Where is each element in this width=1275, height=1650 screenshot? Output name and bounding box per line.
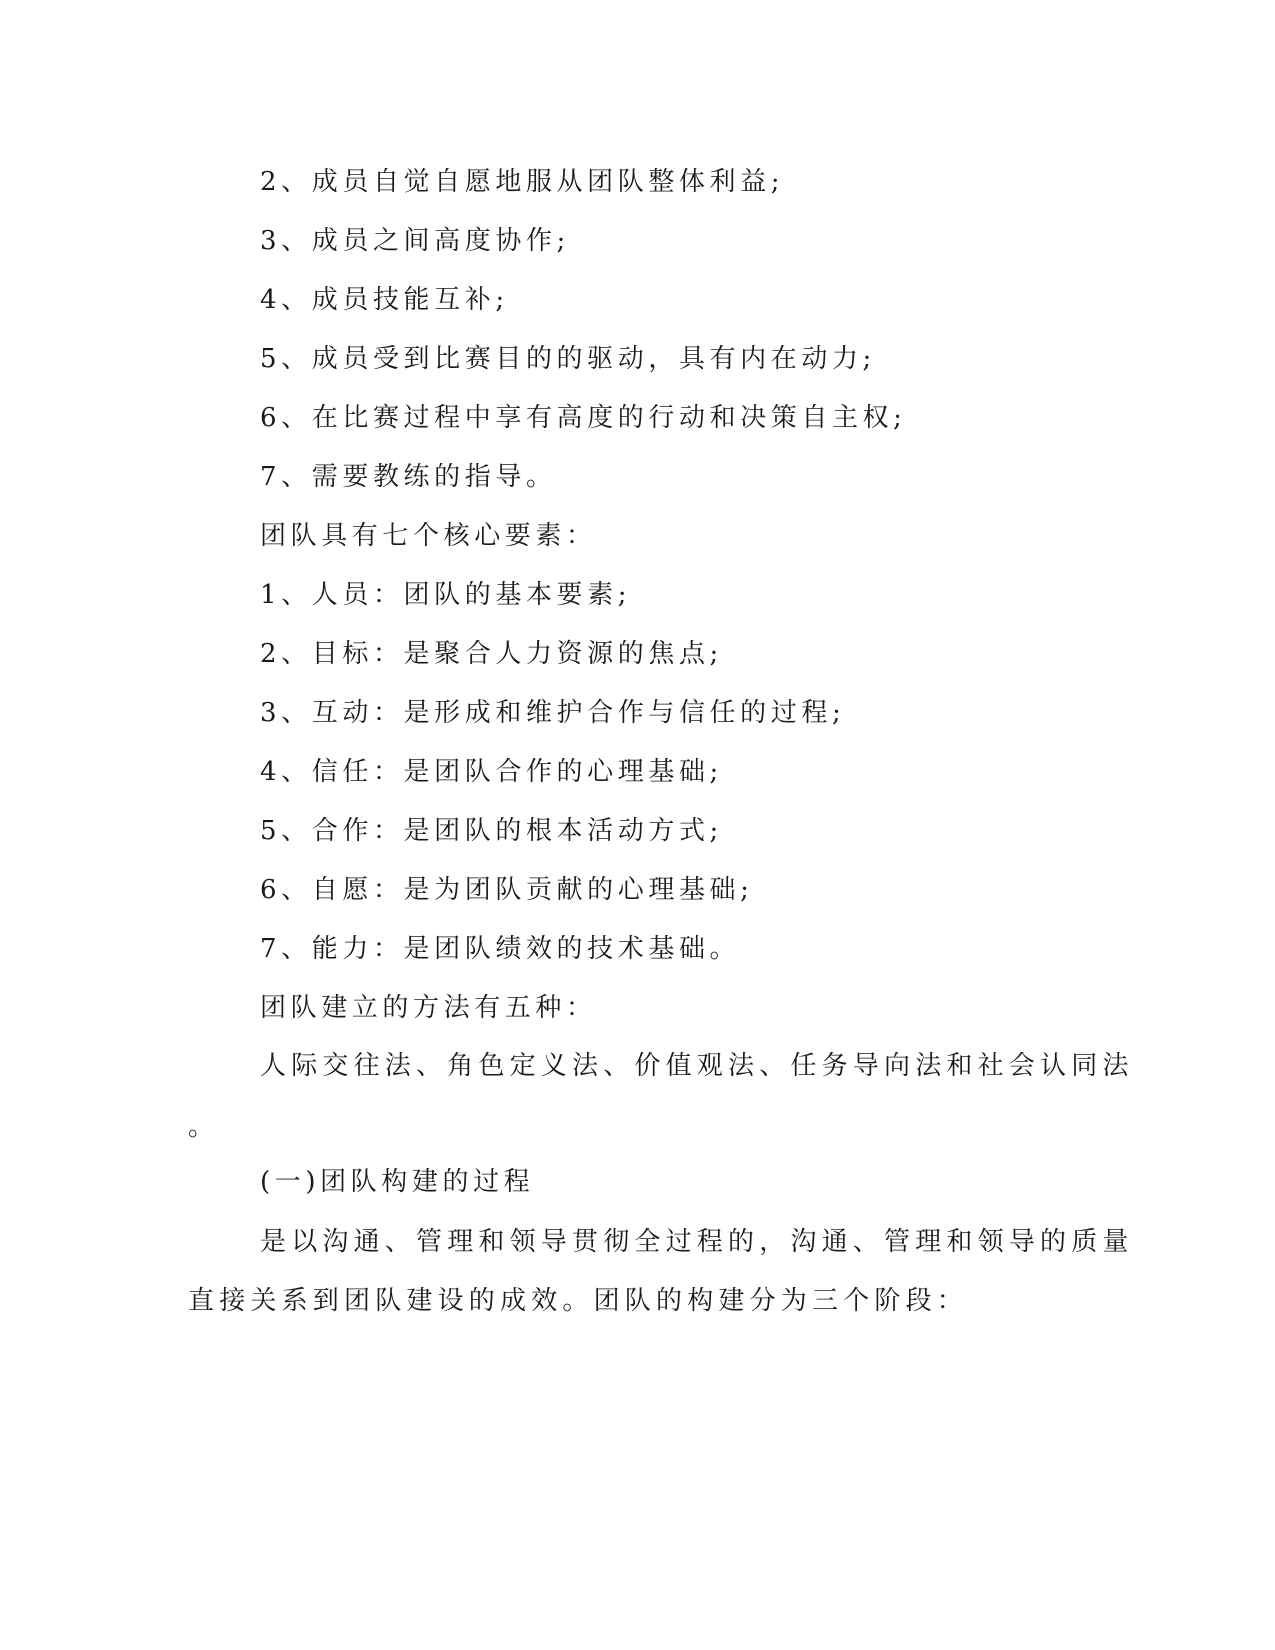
list-item: 3、成员之间高度协作; xyxy=(260,226,570,256)
list-item: 2、成员自觉自愿地服从团队整体利益; xyxy=(260,167,785,197)
list-item: 4、信任：是团队合作的心理基础; xyxy=(260,757,723,787)
list-item: 5、成员受到比赛目的的驱动，具有内在动力; xyxy=(260,344,876,374)
list-item: 6、在比赛过程中享有高度的行动和决策自主权; xyxy=(260,403,907,433)
paragraph-line: 直接关系到团队建设的成效。团队的构建分为三个阶段： xyxy=(188,1286,969,1316)
paragraph-line: 人际交往法、角色定义法、价值观法、任务导向法和社会认同法 xyxy=(260,1051,1134,1081)
section-heading: 团队建立的方法有五种： xyxy=(260,993,597,1023)
paragraph-line: 是以沟通、管理和领导贯彻全过程的，沟通、管理和领导的质量 xyxy=(260,1227,1134,1257)
section-title: (一)团队构建的过程 xyxy=(260,1167,535,1197)
list-item: 7、能力：是团队绩效的技术基础。 xyxy=(260,934,741,964)
list-item: 1、人员：团队的基本要素; xyxy=(260,580,632,610)
list-item: 4、成员技能互补; xyxy=(260,285,509,315)
list-item: 7、需要教练的指导。 xyxy=(260,462,557,492)
list-item: 5、合作：是团队的根本活动方式; xyxy=(260,816,723,846)
section-heading: 团队具有七个核心要素： xyxy=(260,521,597,551)
list-item: 2、目标：是聚合人力资源的焦点; xyxy=(260,639,723,669)
list-item: 3、互动：是形成和维护合作与信任的过程; xyxy=(260,698,846,728)
paragraph-line: 。 xyxy=(188,1112,219,1142)
list-item: 6、自愿：是为团队贡献的心理基础; xyxy=(260,875,754,905)
